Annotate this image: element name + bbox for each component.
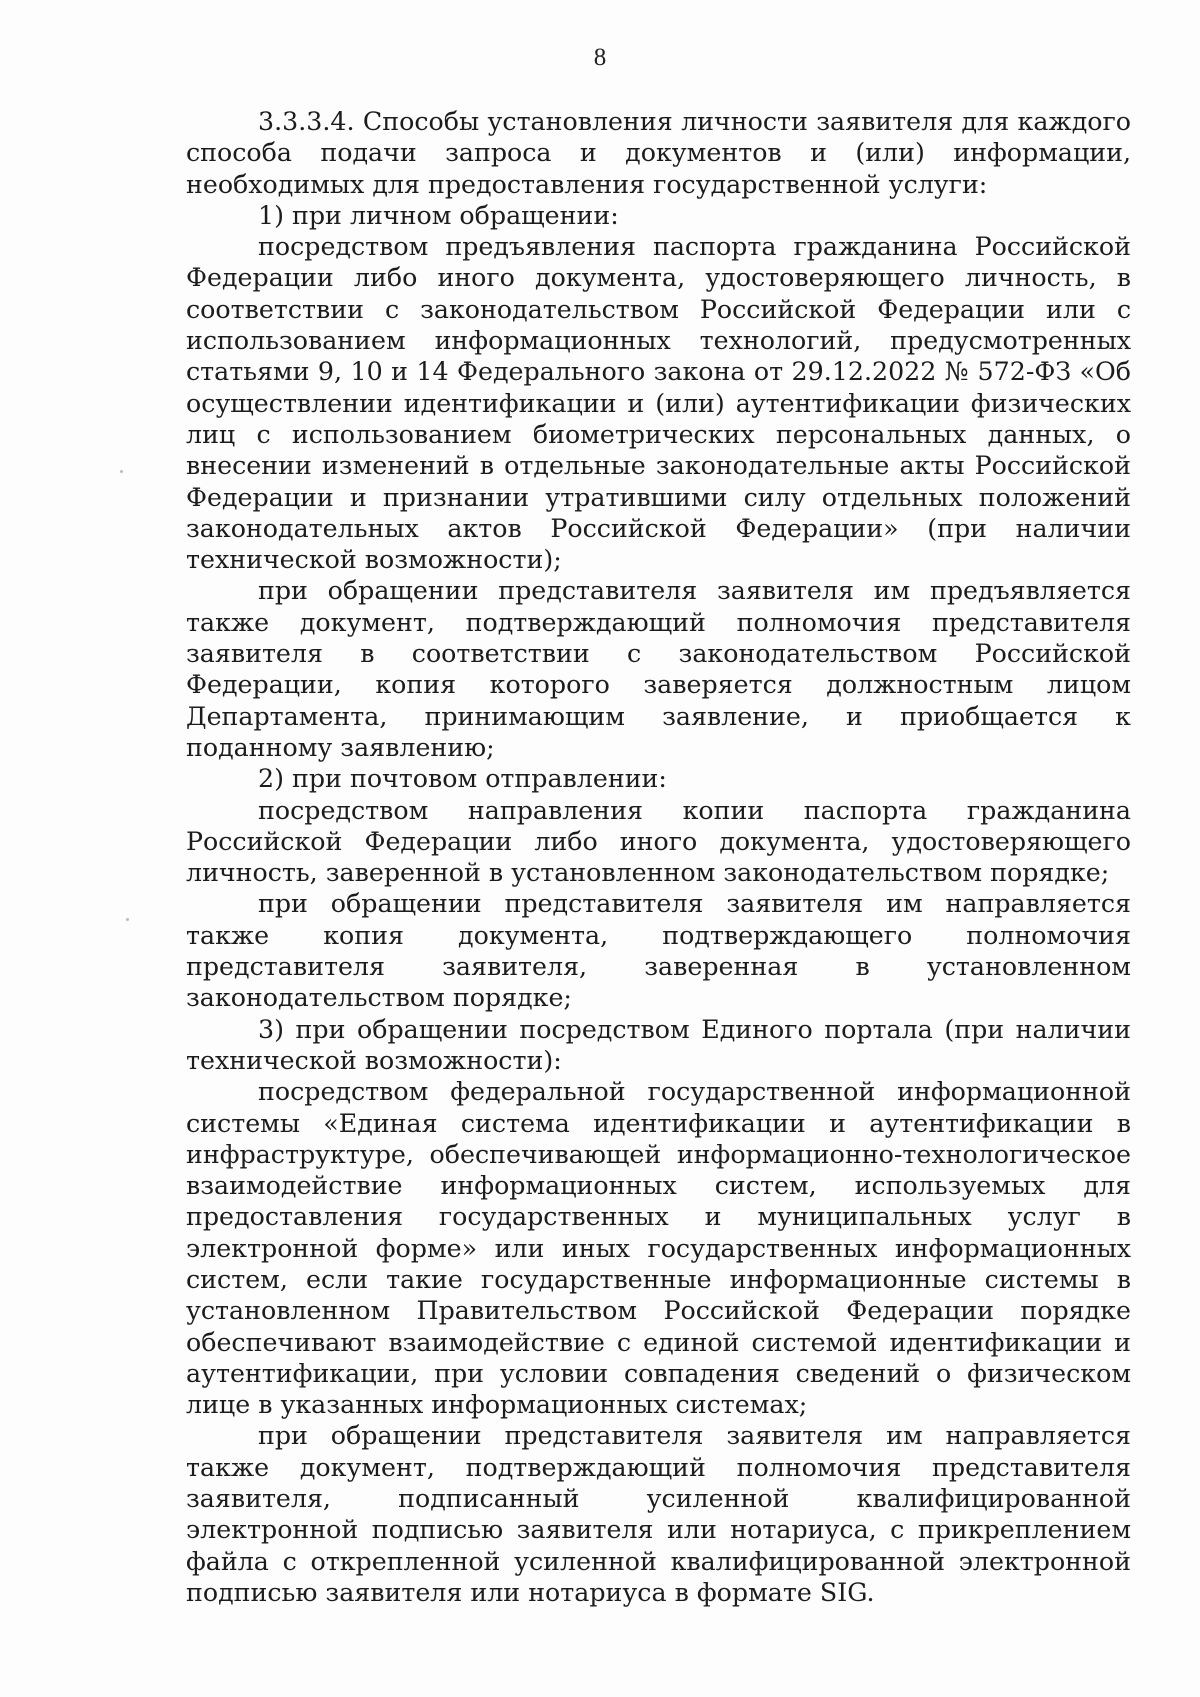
document-body (186, 106, 1131, 1608)
paragraph-item-1-heading: 1) при личном обращении: (258, 200, 619, 230)
paragraph-item-3-heading: 3) при обращении посредством Единого портала (при наличии технической возможности): (186, 1014, 1131, 1075)
paragraph-item-3-representative: при обращении представителя заявителя им направляется также документ, подтверждающий полномочия представителя заявителя, подписанный усиленной квалифицированной электронной подписью заявителя или нотариуса, с прикреплением файла с открепленной усиленной квалифицированной электронной подписью заявителя или нотариуса в формате SIG. (186, 1421, 1131, 1607)
scan-speck (126, 918, 129, 921)
paragraph-item-2-representative: при обращении представителя заявителя им направляется также копия документа, подтверждающего полномочия представителя заявителя, заверенная в установленном законодательством порядке; (186, 889, 1131, 1013)
page-number: 8 (593, 44, 607, 71)
paragraph-item-1-representative: при обращении представителя заявителя им предъявляется также документ, подтверждающий полномочия представителя заявителя в соответствии с законодательством Российской Федерации, копия которого заверяется должностным лицом Департамента, принимающим заявление, и приобщается к поданному заявлению; (186, 576, 1131, 762)
paragraph-item-3-method: посредством федеральной государственной информационной системы «Единая система идентификации и аутентификации в инфраструктуре, обеспечивающей информационно-технологическое взаимодействие информационных систем, используемых для предоставления государственных и муниципальных услуг в электронной форме» или иных государственных информационных систем, если такие государственные информационные системы в установленном Правительством Российской Федерации порядке обеспечивают взаимодействие с единой системой идентификации и аутентификации, при условии совпадения сведений о физическом лице в указанных информационных системах; (186, 1077, 1131, 1420)
paragraph-item-2-heading: 2) при почтовом отправлении: (258, 764, 667, 794)
paragraph-item-2-method: посредством направления копии паспорта гражданина Российской Федерации либо иного документа, удостоверяющего личность, заверенной в установленном законодательством порядке; (186, 795, 1131, 888)
paragraph-intro: 3.3.3.4. Способы установления личности заявителя для каждого способа подачи запроса и документов и (или) информации, необходимых для предоставления государственной услуги: (186, 107, 1131, 199)
scan-speck (120, 470, 123, 473)
paragraph-item-1-method: посредством предъявления паспорта гражданина Российской Федерации либо иного документа, удостоверяющего личность, в соответствии с законодательством Российской Федерации или с использованием информационных технологий, предусмотренных статьями 9, 10 и 14 Федерального закона от 29.12.2022 № 572-ФЗ «Об осуществлении идентификации и (или) аутентификации физических лиц с использованием биометрических персональных данных, о внесении изменений в отдельные законодательные акты Российской Федерации и признании утратившими силу отдельных положений законодательных актов Российской Федерации» (при наличии технической возможности); (186, 232, 1131, 575)
